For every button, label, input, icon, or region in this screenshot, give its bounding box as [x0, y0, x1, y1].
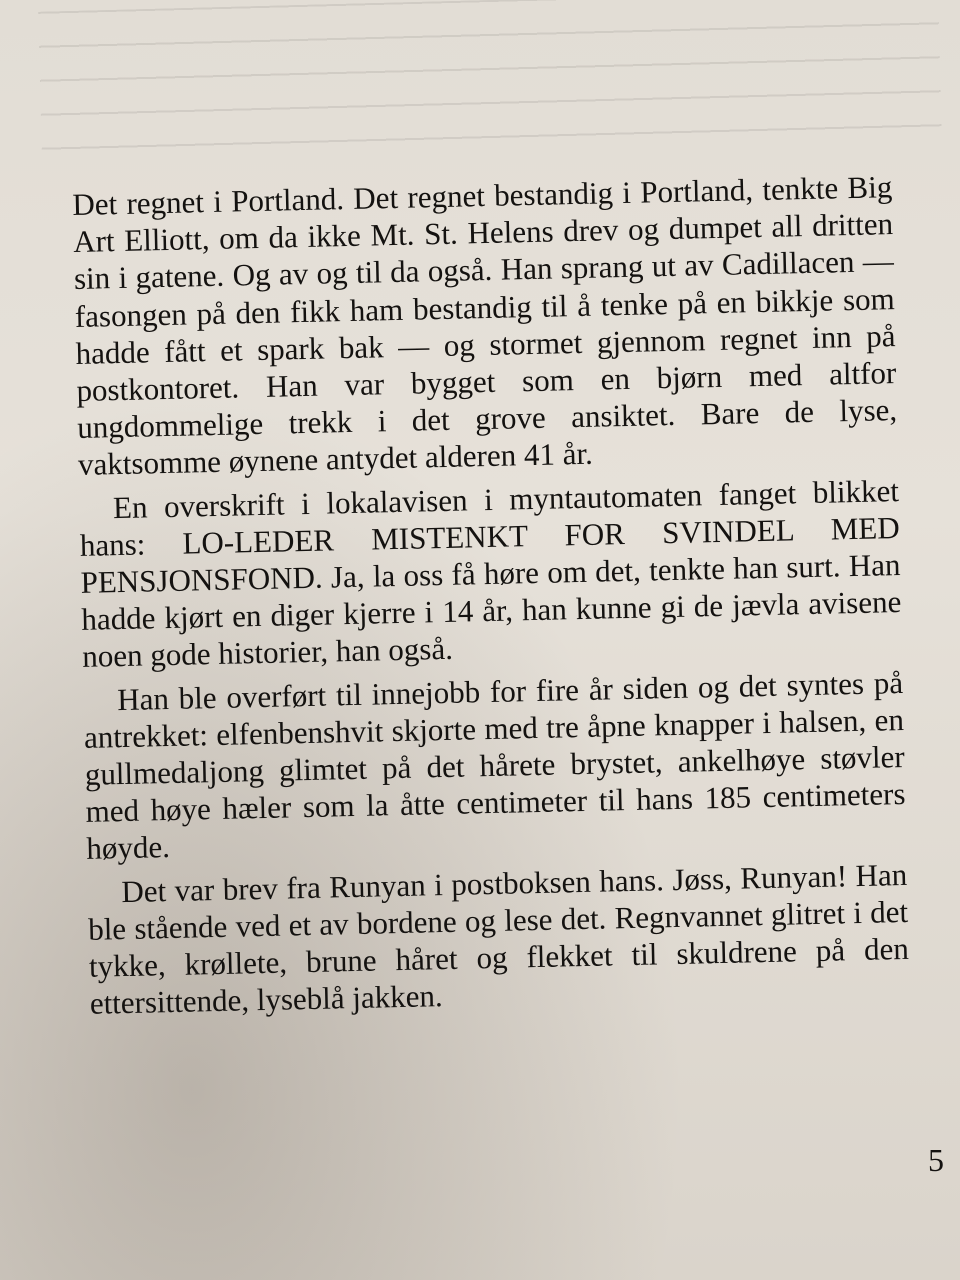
show-through-text — [38, 0, 942, 162]
paragraph-4: Det var brev fra Runyan i postboksen hans. Jøss, Runyan! Han ble stående ved et av bordene og lese det. Regnvannet glitret i det tykke, krøllete, brune håret og flekket til skuldrene på den ettersittende, lyseblå jakken. — [87, 856, 910, 1022]
body-text — [72, 168, 910, 1028]
paragraph-2: En overskrift i lokalavisen i myntautomaten fanget blikket hans: LO-LEDER MISTENKT FOR SVINDEL MED PENSJONSFOND. Ja, la oss få høre om det, tenkte han surt. Han hadde kjørt en diger kjerre i 14 år, han kunne gi de jævla avisene noen gode historier, han også. — [79, 472, 902, 675]
paragraph-3: Han ble overført til innejobb for fire år siden og det syntes på antrekket: elfenbenshvit skjorte med tre åpne knapper i halsen, en gullmedaljong glimtet på det hårete brystet, ankelhøye støvler med høye hæler som la åtte centimeter til hans 185 centimeters høyde. — [83, 664, 906, 867]
page-number: 5 — [928, 1142, 944, 1178]
paragraph-1: Det regnet i Portland. Det regnet bestandig i Portland, tenkte Big Art Elliott, om da ikke Mt. St. Helens drev og dumpet all dritten sin i gatene. Og av og til da også. Han sprang ut av Cadillacen — fasongen på den fikk ham bestandig til å tenke på en bikkje som hadde fått et spark bak — og stormet gjennom regnet inn på postkontoret. Han var bygget som en bjørn med altfor ungdommelige trekk i det grove ansiktet. Bare de lyse, vaktsomme øynene antydet alderen 41 år. — [72, 169, 898, 483]
